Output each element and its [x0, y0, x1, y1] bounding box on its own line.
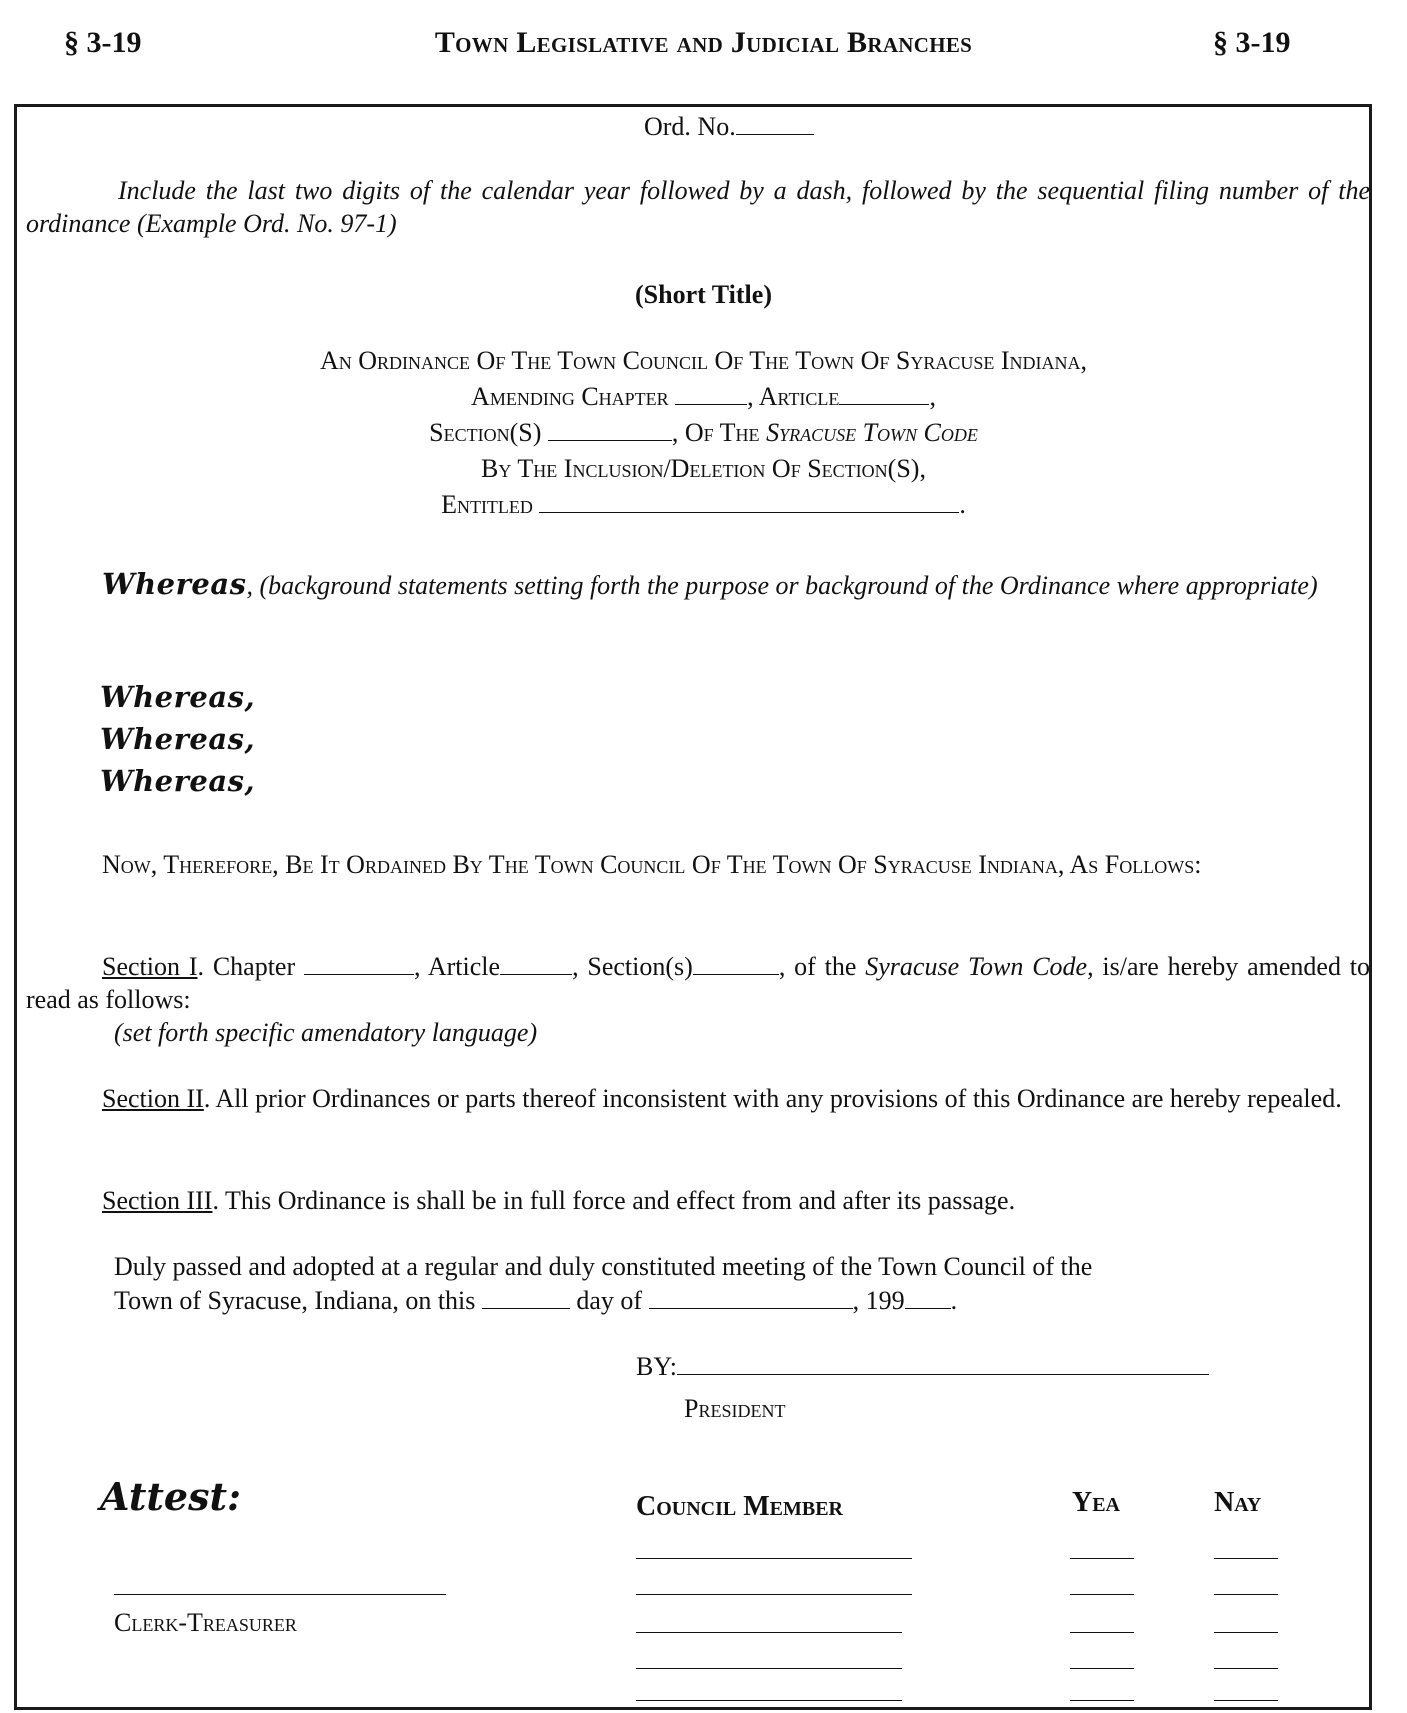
council-member-blank[interactable]	[636, 1594, 912, 1595]
ordinance-title-line4: By The Inclusion/Deletion Of Section(S),	[481, 454, 926, 483]
entitled-blank[interactable]	[539, 488, 959, 513]
yea-blank[interactable]	[1070, 1668, 1134, 1669]
ordinance-title-line5	[0, 488, 1407, 521]
section-3-label: Section III	[102, 1186, 213, 1215]
nay-blank[interactable]	[1214, 1632, 1278, 1633]
passage-day-of: day of	[576, 1286, 643, 1315]
president-signature-blank[interactable]	[677, 1350, 1209, 1375]
ordinance-title-line2	[0, 380, 1407, 413]
section-1-of-the: , of the	[778, 952, 857, 981]
passage-line-1: Duly passed and adopted at a regular and duly constituted meeting of the Town Council of the	[114, 1252, 1093, 1281]
ordinance-title-line1: An Ordinance Of The Town Council Of The Town Of Syracuse Indiana,	[320, 346, 1087, 375]
entitled-label: Entitled	[441, 490, 533, 519]
year-blank[interactable]	[905, 1284, 951, 1309]
yea-blank[interactable]	[1070, 1632, 1134, 1633]
passage-year-prefix: , 199	[852, 1286, 905, 1315]
clerk-treasurer-label: Clerk-Treasurer	[114, 1608, 297, 1637]
section-2-text: . All prior Ordinances or parts thereof inconsistent with any provisions of this Ordinance are hereby repealed.	[203, 1084, 1342, 1113]
council-member-blank[interactable]	[636, 1700, 902, 1701]
short-title: (Short Title)	[635, 280, 772, 309]
yea-header: Yea	[1072, 1487, 1121, 1518]
sections-blank[interactable]	[548, 416, 672, 441]
whereas-paragraph	[26, 568, 1370, 602]
clerk-signature-blank[interactable]	[114, 1594, 446, 1595]
now-therefore-paragraph: Now, Therefore, Be It Ordained By The Town Council Of The Town Of Syracuse Indiana, As Follows:	[102, 850, 1202, 879]
section-1-chapter-label: . Chapter	[197, 952, 296, 981]
section-1-sections-blank[interactable]	[693, 950, 779, 975]
council-member-header: Council Member	[636, 1491, 843, 1522]
section-1-amended-text: , is/are hereby amended to read as follows:	[26, 952, 1371, 1014]
whereas-description: , (background statements setting forth the purpose or background of the Ordinance where appropriate)	[246, 571, 1318, 600]
amending-chapter-label: Amending Chapter	[471, 382, 669, 411]
section-1-article-blank[interactable]	[500, 950, 572, 975]
nay-blank[interactable]	[1214, 1558, 1278, 1559]
section-1-code-name: Syracuse Town Code	[865, 952, 1088, 981]
ord-no-blank[interactable]	[736, 110, 814, 135]
council-member-blank[interactable]	[636, 1558, 912, 1559]
section-3-paragraph	[102, 1184, 1015, 1217]
whereas-line: Whereas,	[100, 722, 256, 756]
entitled-period: .	[959, 490, 966, 519]
article-comma: ,	[929, 382, 936, 411]
section-1-paragraph	[26, 950, 1370, 1016]
nay-header: Nay	[1214, 1487, 1262, 1518]
page-title: Town Legislative and Judicial Branches	[434, 26, 973, 59]
ordinance-title-line3	[0, 416, 1407, 449]
whereas-line: Whereas,	[100, 764, 256, 798]
section-3-text: . This Ordinance is shall be in full force and effect from and after its passage.	[212, 1186, 1016, 1215]
passage-line-2	[114, 1284, 957, 1317]
passage-town-text: Town of Syracuse, Indiana, on this	[114, 1286, 476, 1315]
section-1-label: Section I	[102, 952, 198, 981]
yea-blank[interactable]	[1070, 1700, 1134, 1701]
sections-label: Section(S)	[429, 418, 542, 447]
council-member-blank[interactable]	[636, 1632, 902, 1633]
ord-no-line	[644, 110, 814, 143]
yea-blank[interactable]	[1070, 1558, 1134, 1559]
section-2-paragraph	[26, 1082, 1370, 1115]
section-2-label: Section II	[102, 1084, 204, 1113]
president-label: President	[684, 1394, 786, 1423]
section-1-chapter-blank[interactable]	[304, 950, 414, 975]
yea-blank[interactable]	[1070, 1594, 1134, 1595]
whereas-line: Whereas,	[100, 680, 256, 714]
nay-blank[interactable]	[1214, 1668, 1278, 1669]
nay-blank[interactable]	[1214, 1700, 1278, 1701]
council-member-blank[interactable]	[636, 1668, 902, 1669]
passage-period: .	[950, 1286, 958, 1315]
section-1-sections-label: , Section(s)	[572, 952, 693, 981]
article-label: , Article	[747, 382, 840, 411]
by-signature-line	[636, 1350, 1209, 1383]
ord-no-label: Ord. No.	[644, 112, 736, 141]
section-number-left: § 3-19	[64, 26, 142, 59]
town-code-name: Syracuse Town Code	[766, 418, 978, 447]
section-1-note: (set forth specific amendatory language)	[114, 1018, 538, 1047]
by-label: BY:	[636, 1352, 677, 1381]
chapter-blank[interactable]	[675, 380, 747, 405]
whereas-word: Whereas	[102, 567, 247, 601]
section-1-article-label: , Article	[413, 952, 501, 981]
article-blank[interactable]	[839, 380, 929, 405]
day-blank[interactable]	[482, 1284, 570, 1309]
month-blank[interactable]	[649, 1284, 853, 1309]
instruction-text: Include the last two digits of the calendar year followed by a dash, followed by the sequential filing number of the ordinance (Example Ord. No. 97-1)	[26, 176, 1370, 238]
section-number-right: § 3-19	[1213, 26, 1291, 59]
nay-blank[interactable]	[1214, 1594, 1278, 1595]
of-the-label: , Of The	[671, 418, 760, 447]
attest-label: Attest:	[100, 1474, 242, 1519]
